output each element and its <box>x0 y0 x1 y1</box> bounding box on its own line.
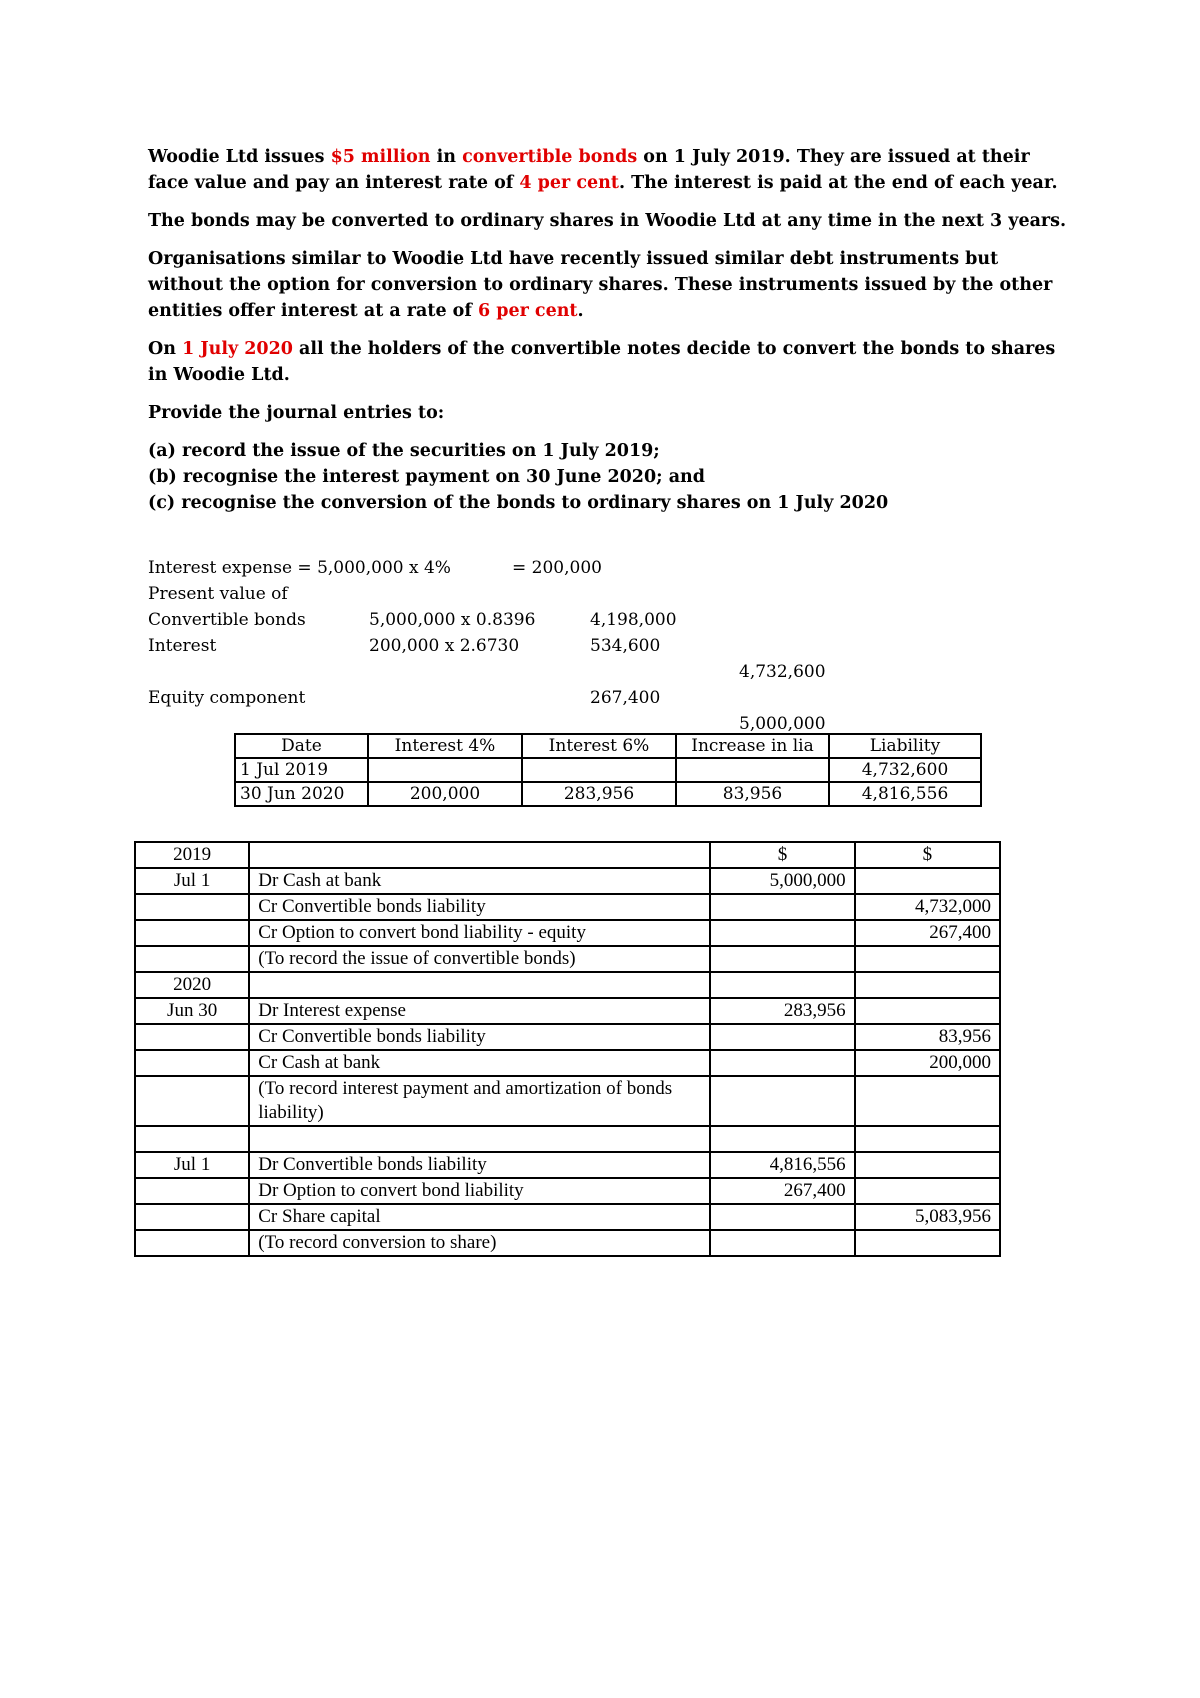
journal-credit-cell: 5,083,956 <box>855 1204 1000 1230</box>
calc-interest-value: 534,600 <box>590 636 661 656</box>
journal-row <box>135 1152 1000 1178</box>
q-frag-highlight: 4 per cent <box>519 173 619 193</box>
journal-debit-cell <box>710 1126 854 1152</box>
journal-body <box>135 842 1000 1256</box>
journal-date-cell <box>135 920 249 946</box>
question-item-b: (b) recognise the interest payment on 30 June 2020; and <box>148 467 706 487</box>
journal-account-cell: (To record conversion to share) <box>249 1230 710 1256</box>
journal-row <box>135 1050 1000 1076</box>
schedule-header: Interest 4% <box>368 734 522 758</box>
journal-debit-cell <box>710 920 854 946</box>
question-item-a: (a) record the issue of the securities on 1 July 2019; <box>148 441 660 461</box>
schedule-header: Increase in lia <box>676 734 829 758</box>
journal-row <box>135 894 1000 920</box>
journal-row <box>135 1076 1000 1126</box>
journal-account-cell: Dr Option to convert bond liability <box>249 1178 710 1204</box>
calc-total: 5,000,000 <box>739 714 826 734</box>
question-text <box>148 144 1068 516</box>
calc-interest-label: Interest expense = 5,000,000 x 4% <box>148 558 451 578</box>
journal-credit-cell: 83,956 <box>855 1024 1000 1050</box>
journal-row <box>135 1178 1000 1204</box>
journal-date-cell <box>135 894 249 920</box>
calc-bonds-value: 4,198,000 <box>590 610 677 630</box>
journal-account-cell <box>249 972 710 998</box>
q-frag-highlight: 1 July 2020 <box>182 339 293 359</box>
q-frag: in <box>430 147 463 167</box>
journal-date-cell <box>135 1050 249 1076</box>
schedule-cell <box>522 758 676 782</box>
question-paragraph-1 <box>148 144 1068 196</box>
schedule-cell: 4,732,600 <box>829 758 981 782</box>
schedule-header-row <box>235 734 981 758</box>
journal-credit-cell <box>855 1152 1000 1178</box>
q-frag: . The interest is paid at the end of each year. <box>618 173 1058 193</box>
journal-date-cell <box>135 1126 249 1152</box>
schedule-cell: 83,956 <box>676 782 829 806</box>
calc-bonds-label: Convertible bonds <box>148 610 306 630</box>
q-frag: Woodie Ltd issues <box>148 147 331 167</box>
journal-credit-cell <box>855 1230 1000 1256</box>
journal-date-cell: 2019 <box>135 842 249 868</box>
calc-interest-formula: 200,000 x 2.6730 <box>369 636 520 656</box>
journal-row <box>135 972 1000 998</box>
q-frag: on 1 July 2019. They are issued at their face value and pay an interest rate of <box>148 147 1030 193</box>
journal-row <box>135 998 1000 1024</box>
calc-pv-label: Present value of <box>148 584 288 604</box>
schedule-row <box>235 782 981 806</box>
schedule-cell <box>368 758 522 782</box>
journal-date-cell <box>135 946 249 972</box>
calc-equity-value: 267,400 <box>590 688 661 708</box>
journal-row <box>135 1126 1000 1152</box>
schedule-cell <box>676 758 829 782</box>
calc-subtotal: 4,732,600 <box>739 662 826 682</box>
question-paragraph-3 <box>148 246 1068 324</box>
journal-account-cell: Dr Convertible bonds liability <box>249 1152 710 1178</box>
journal-account-cell: Cr Convertible bonds liability <box>249 894 710 920</box>
journal-account-cell: Cr Share capital <box>249 1204 710 1230</box>
journal-debit-cell <box>710 1050 854 1076</box>
journal-debit-cell: 267,400 <box>710 1178 854 1204</box>
journal-credit-cell <box>855 946 1000 972</box>
schedule-cell: 200,000 <box>368 782 522 806</box>
calc-interest-result: = 200,000 <box>512 558 602 578</box>
schedule-cell: 30 Jun 2020 <box>235 782 368 806</box>
schedule-cell: 283,956 <box>522 782 676 806</box>
journal-row <box>135 842 1000 868</box>
journal-account-cell: Cr Option to convert bond liability - equity <box>249 920 710 946</box>
journal-debit-cell <box>710 1076 854 1126</box>
journal-debit-cell: 4,816,556 <box>710 1152 854 1178</box>
journal-row <box>135 1230 1000 1256</box>
schedule-cell: 4,816,556 <box>829 782 981 806</box>
journal-account-cell: Dr Interest expense <box>249 998 710 1024</box>
journal-account-cell <box>249 1126 710 1152</box>
journal-credit-cell <box>855 972 1000 998</box>
question-item-c: (c) recognise the conversion of the bonds to ordinary shares on 1 July 2020 <box>148 493 889 513</box>
journal-debit-cell <box>710 1024 854 1050</box>
calc-interest-row-label: Interest <box>148 636 217 656</box>
journal-account-cell <box>249 842 710 868</box>
journal-account-cell: Dr Cash at bank <box>249 868 710 894</box>
calc-bonds-formula: 5,000,000 x 0.8396 <box>369 610 536 630</box>
calc-equity-label: Equity component <box>148 688 306 708</box>
journal-date-cell: Jun 30 <box>135 998 249 1024</box>
question-items <box>148 438 1068 516</box>
journal-credit-cell <box>855 1076 1000 1126</box>
journal-account-cell: (To record interest payment and amortization of bonds liability) <box>249 1076 710 1126</box>
schedule-cell: 1 Jul 2019 <box>235 758 368 782</box>
journal-account-cell: (To record the issue of convertible bonds) <box>249 946 710 972</box>
journal-debit-cell: $ <box>710 842 854 868</box>
journal-debit-cell: 5,000,000 <box>710 868 854 894</box>
journal-row <box>135 868 1000 894</box>
journal-debit-cell <box>710 1230 854 1256</box>
q-frag: all the holders of the convertible notes decide to convert the bonds to shares in Woodie Ltd. <box>148 339 1056 385</box>
q-frag: On <box>148 339 183 359</box>
journal-date-cell <box>135 1178 249 1204</box>
journal-row <box>135 1024 1000 1050</box>
journal-row <box>135 1204 1000 1230</box>
q-frag: . <box>577 301 584 321</box>
journal-row <box>135 920 1000 946</box>
journal-credit-cell: 267,400 <box>855 920 1000 946</box>
journal-credit-cell <box>855 1178 1000 1204</box>
journal-debit-cell: 283,956 <box>710 998 854 1024</box>
journal-debit-cell <box>710 946 854 972</box>
q-frag-highlight: 6 per cent <box>477 301 578 321</box>
journal-credit-cell <box>855 868 1000 894</box>
schedule-header: Liability <box>829 734 981 758</box>
journal-date-cell: Jul 1 <box>135 868 249 894</box>
journal-date-cell <box>135 1230 249 1256</box>
journal-date-cell: 2020 <box>135 972 249 998</box>
question-paragraph-5: Provide the journal entries to: <box>148 403 445 423</box>
journal-date-cell: Jul 1 <box>135 1152 249 1178</box>
journal-date-cell <box>135 1204 249 1230</box>
journal-date-cell <box>135 1076 249 1126</box>
question-paragraph-4 <box>148 336 1068 388</box>
journal-account-cell: Cr Convertible bonds liability <box>249 1024 710 1050</box>
journal-debit-cell <box>710 972 854 998</box>
schedule-header: Interest 6% <box>522 734 676 758</box>
journal-credit-cell <box>855 1126 1000 1152</box>
journal-credit-cell: 4,732,000 <box>855 894 1000 920</box>
schedule-row <box>235 758 981 782</box>
journal-credit-cell: 200,000 <box>855 1050 1000 1076</box>
schedule-header: Date <box>235 734 368 758</box>
q-frag: Organisations similar to Woodie Ltd have recently issued similar debt instruments but without the option for conversion to ordinary shares. These instruments issued by the other entities offer interest at a rate of <box>148 249 1053 321</box>
amortisation-schedule <box>234 733 982 807</box>
journal-date-cell <box>135 1024 249 1050</box>
journal-debit-cell <box>710 1204 854 1230</box>
journal-account-cell: Cr Cash at bank <box>249 1050 710 1076</box>
journal-credit-cell: $ <box>855 842 1000 868</box>
journal-debit-cell <box>710 894 854 920</box>
q-frag-highlight: convertible bonds <box>462 147 638 167</box>
question-paragraph-2: The bonds may be converted to ordinary shares in Woodie Ltd at any time in the next 3 years. <box>148 211 1067 231</box>
journal-entries-table <box>134 841 1001 1257</box>
q-frag-highlight: $5 million <box>330 147 431 167</box>
journal-credit-cell <box>855 998 1000 1024</box>
journal-row <box>135 946 1000 972</box>
